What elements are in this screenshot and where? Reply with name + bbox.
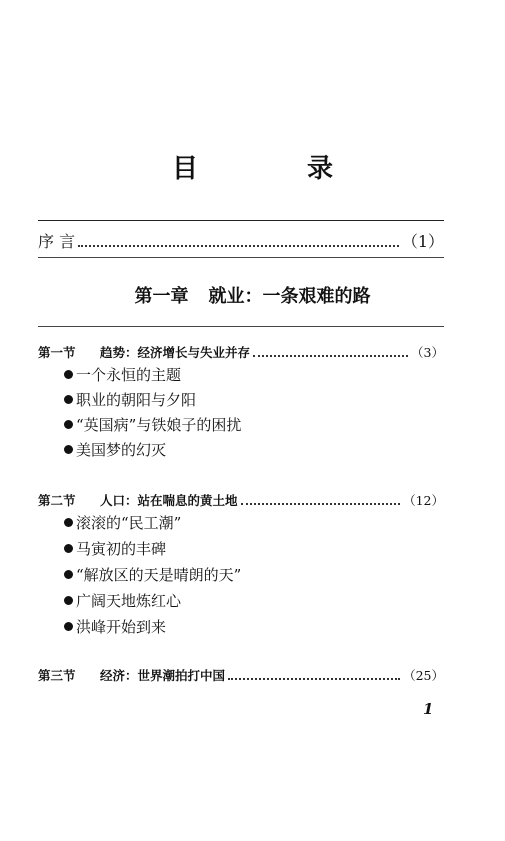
chapter-heading[interactable] [0, 282, 505, 308]
section-number: 第二节 [38, 493, 76, 508]
chapter-rule [38, 326, 444, 327]
section-number: 第一节 [38, 345, 76, 360]
section-page: （3） [411, 345, 444, 360]
preface-entry[interactable] [38, 229, 444, 252]
dot-leader [253, 348, 408, 358]
preface-label: 序 言 [38, 232, 76, 251]
subtopic-item[interactable]: 职业的朝阳与夕阳 [64, 389, 196, 410]
subtopic-item[interactable]: 广阔天地炼红心 [64, 590, 181, 611]
subtopic-item[interactable]: “解放区的天是晴朗的天” [64, 564, 241, 585]
dot-leader [78, 235, 399, 247]
bullet-icon [64, 370, 73, 379]
section-entry[interactable] [38, 491, 444, 509]
subtopic-item[interactable]: 美国梦的幻灭 [64, 439, 166, 460]
section-title: 经济：世界潮拍打中国 [100, 668, 226, 683]
subtopic-item[interactable]: 一个永恒的主题 [64, 364, 181, 385]
top-rule [38, 220, 444, 221]
section-page: （12） [403, 493, 444, 508]
bullet-icon [64, 544, 73, 553]
chapter-title: 就业：一条艰难的路 [208, 286, 371, 307]
bullet-icon [64, 445, 73, 454]
bullet-icon [64, 622, 73, 631]
page-title: 目 录 [171, 154, 384, 184]
section-entry[interactable] [38, 666, 444, 684]
bullet-icon [64, 596, 73, 605]
section-title: 趋势：经济增长与失业并存 [100, 345, 251, 360]
subtopic-item[interactable]: 洪峰开始到来 [64, 616, 166, 637]
subtopic-item[interactable]: 马寅初的丰碑 [64, 538, 166, 559]
page-number: 1 [423, 700, 434, 718]
bullet-icon [64, 420, 73, 429]
dot-leader [241, 496, 401, 506]
dot-leader [228, 671, 400, 681]
section-page: （25） [403, 668, 444, 683]
section-entry[interactable] [38, 343, 444, 361]
preface-rule [38, 257, 444, 258]
section-number: 第三节 [38, 668, 76, 683]
subtopic-item[interactable]: “英国病”与铁娘子的困扰 [64, 414, 241, 435]
bullet-icon [64, 395, 73, 404]
bullet-icon [64, 518, 73, 527]
section-title: 人口：站在喘息的黄土地 [100, 493, 238, 508]
preface-page: （1） [401, 232, 444, 251]
bullet-icon [64, 570, 73, 579]
subtopic-item[interactable]: 滚滚的“民工潮” [64, 512, 181, 533]
chapter-number: 第一章 [134, 286, 189, 307]
